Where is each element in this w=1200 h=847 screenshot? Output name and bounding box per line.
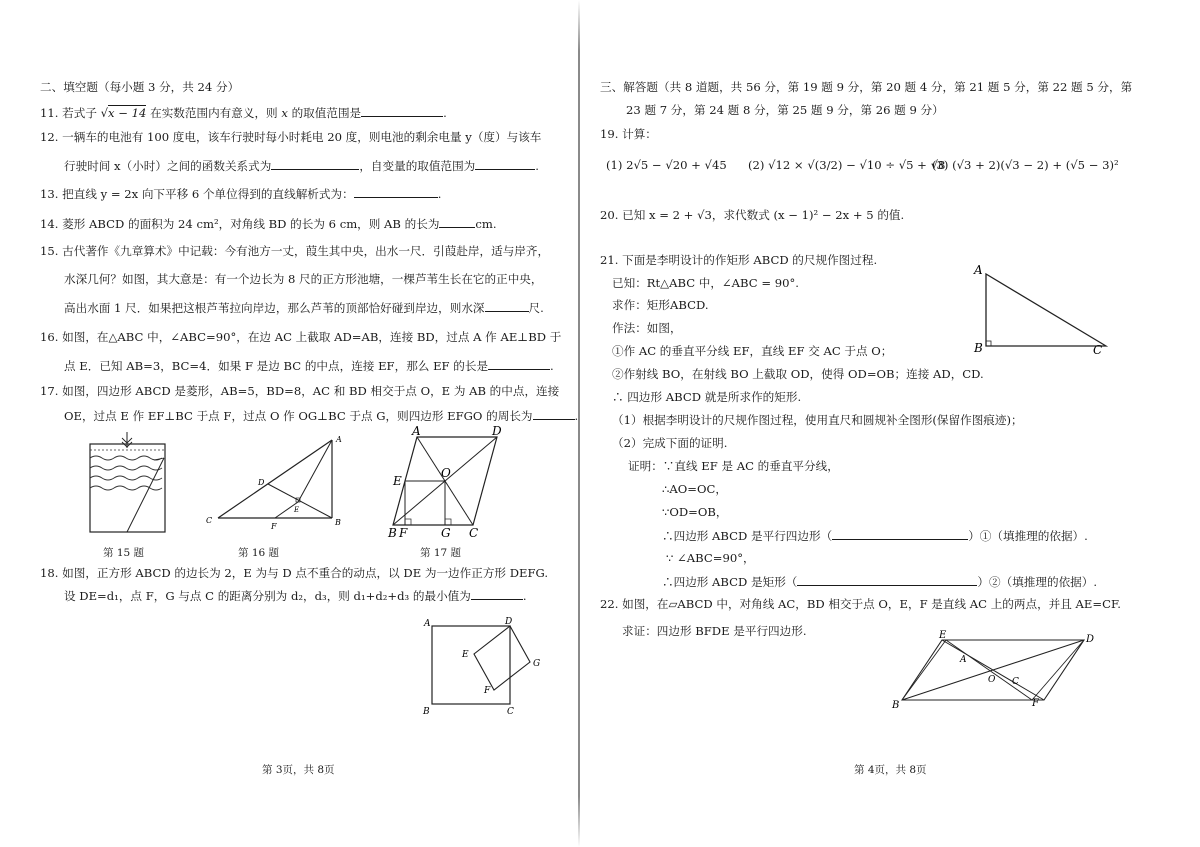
left-page <box>0 0 578 847</box>
question-13 <box>40 186 441 201</box>
right-page <box>580 0 1200 847</box>
answer-blank <box>797 574 977 586</box>
figure-17 <box>385 425 515 540</box>
figure-18 <box>418 614 548 724</box>
fig17-label-d: D <box>492 425 502 438</box>
fig18-label-a: A <box>424 619 431 629</box>
q15-unit: 尺. <box>528 301 544 315</box>
q18-end: . <box>522 589 527 603</box>
q14-text: 菱形 ABCD 的面积为 24 cm²，对角线 BD 的长为 6 cm，则 AB 的长为 <box>62 217 440 231</box>
q15-text-1: 古代著作《九章算术》中记载：今有池方一丈，葭生其中央，出水一尺．引葭赴岸，适与岸齐， <box>62 244 550 258</box>
q11-radicand: x − 14 <box>108 106 147 120</box>
q22-line-2: 求证：四边形 BFDE 是平行四边形. <box>622 624 807 638</box>
fig17-label-g: G <box>441 526 451 540</box>
q19-title: 19. 计算： <box>600 127 657 141</box>
q14-number: 14. <box>40 217 59 231</box>
q13-text: 把直线 y = 2x 向下平移 6 个单位得到的直线解析式为： <box>62 187 354 201</box>
q15-number: 15. <box>40 244 59 258</box>
fig18-label-f: F <box>484 686 491 696</box>
q14-unit: cm. <box>475 217 497 231</box>
q12-number: 12. <box>40 130 59 144</box>
question-16-line-2 <box>64 358 554 373</box>
section-title-answers-1: 三、解答题（共 8 道题，共 56 分，第 19 题 9 分，第 20 题 4 分，第 21 题 5 分，第 22 题 5 分，第 <box>600 80 1133 94</box>
figure-16 <box>200 430 350 540</box>
q15-text-3: 高出水面 1 尺．如果把这根芦苇拉向岸边，那么芦苇的顶部恰好碰到岸边，则水深 <box>64 301 485 315</box>
fig18-label-e: E <box>462 650 469 660</box>
question-18-line-1 <box>40 566 548 580</box>
answer-blank <box>354 186 438 198</box>
question-18-line-2 <box>64 588 527 603</box>
fig16-label-a: A <box>336 435 342 444</box>
q12-text-1: 一辆车的电池有 100 度电，该车行驶时每小时耗电 20 度，则电池的剩余电量 y（度）与该车 <box>62 130 542 144</box>
fig17-label-b: B <box>388 526 397 540</box>
page-footer-left: 第 3页，共 8页 <box>262 764 335 776</box>
fig18-label-d: D <box>505 617 513 627</box>
q21-proof-6a: ∴四边形 ABCD 是矩形（ <box>662 575 798 589</box>
q11-end: . <box>443 106 447 120</box>
section-title-fill-in: 二、填空题（每小题 3 分，共 24 分） <box>40 80 240 94</box>
q16-number: 16. <box>40 330 59 344</box>
figure-21 <box>968 262 1108 357</box>
q21-known: 已知：Rt△ABC 中，∠ABC = 90°. <box>612 276 799 290</box>
figure-22 <box>886 626 1106 714</box>
q22-line-1: 22. 如图，在▱ABCD 中，对角线 AC，BD 相交于点 O，E，F 是直线 AC 上的两点，并且 AE=CF. <box>600 597 1121 611</box>
fig18-label-b: B <box>423 707 430 717</box>
q13-end: . <box>437 187 442 201</box>
q21-part-1: （1）根据李明设计的尺规作图过程，使用直尺和圆规补全图形(保留作图痕迹)； <box>612 413 1023 427</box>
q16-end: . <box>550 359 554 373</box>
q19-expr-3: (3) (√3 + 2)(√3 − 2) + (√5 − 3)² <box>932 158 1119 172</box>
caption-fig16: 第 16 题 <box>238 547 280 559</box>
q12-end: . <box>535 159 539 173</box>
q11-text-a: 若式子 <box>62 106 97 120</box>
question-14 <box>40 216 497 231</box>
q12-text-2b: ，自变量的取值范围为 <box>359 159 476 173</box>
fig16-label-e: E <box>294 506 300 514</box>
q21-proof-6 <box>662 574 1097 589</box>
answer-blank <box>271 158 359 170</box>
fig21-label-c: C <box>1093 343 1103 357</box>
q19-expr-1: (1) 2√5 − √20 + √45 <box>606 158 727 172</box>
fig16-label-d: D <box>258 478 265 487</box>
q19-expr-2: (2) √12 × √(3/2) − √10 ÷ √5 + √8 <box>748 158 946 172</box>
question-15-line-3 <box>64 300 544 315</box>
question-12-line-2 <box>64 158 539 173</box>
answer-blank <box>361 105 443 117</box>
figure-15 <box>80 430 180 540</box>
fig22-label-b: B <box>892 700 900 711</box>
fig17-label-c: C <box>469 526 479 540</box>
fig17-label-o: O <box>441 466 451 480</box>
q21-proof-4 <box>662 528 1088 543</box>
answer-blank <box>832 528 968 540</box>
answer-blank <box>488 358 550 370</box>
answer-blank <box>471 588 523 600</box>
fig22-label-e: E <box>939 630 947 641</box>
q18-text-1: 如图，正方形 ABCD 的边长为 2，E 为与 D 点不重合的动点，以 DE 为一边作正方形 DEFG. <box>62 566 549 580</box>
q13-number: 13. <box>40 187 59 201</box>
q11-var: x <box>281 106 288 120</box>
caption-fig15: 第 15 题 <box>103 547 145 559</box>
fig17-label-f: F <box>399 526 408 540</box>
q17-text-2: OE，过点 E 作 EF⊥BC 于点 F，过点 O 作 OG⊥BC 于点 G，则四边形 EFGO 的周长为 <box>64 409 533 423</box>
question-16-line-1 <box>40 330 561 344</box>
q18-text-2: 设 DE=d₁，点 F，G 与点 C 的距离分别为 d₂，d₃，则 d₁+d₂+d₃ 的最小值为 <box>64 589 471 603</box>
answer-blank <box>533 408 575 420</box>
q21-proof-4a: ∴四边形 ABCD 是平行四边形（ <box>662 529 833 543</box>
page-footer-right: 第 4页，共 8页 <box>854 764 927 776</box>
q21-find: 求作：矩形ABCD. <box>612 298 709 312</box>
fig17-label-e: E <box>393 474 402 488</box>
fig22-label-d: D <box>1086 634 1095 645</box>
fig16-label-f: F <box>271 522 277 531</box>
fig18-label-g: G <box>533 659 541 669</box>
fig22-label-o: O <box>988 675 996 685</box>
fig16-label-b: B <box>335 518 341 527</box>
question-17-line-1 <box>40 384 559 398</box>
question-15-line-2: 水深几何？如图，其大意是：有一个边长为 8 尺的正方形池塘，一棵芦苇生长在它的正中央， <box>64 272 543 286</box>
q21-method: 作法：如图， <box>612 321 682 335</box>
q21-proof-2: ∴AO=OC， <box>662 482 727 496</box>
section-title-answers-2: 23 题 7 分，第 24 题 8 分，第 25 题 9 分，第 26 题 9 分） <box>626 103 944 117</box>
q16-text-1: 如图，在△ABC 中，∠ABC=90°，在边 AC 上截取 AD=AB，连接 BD，过点 A 作 AE⊥BD 于 <box>62 330 562 344</box>
question-12-line-1 <box>40 130 541 144</box>
fig21-label-b: B <box>974 341 983 355</box>
fig22-label-c: C <box>1012 677 1019 687</box>
caption-fig17: 第 17 题 <box>420 547 462 559</box>
fig16-label-c: C <box>206 516 213 525</box>
q21-proof-5: ∵ ∠ABC=90°， <box>666 551 755 565</box>
q11-number: 11. <box>40 106 59 120</box>
q18-number: 18. <box>40 566 59 580</box>
fig18-label-c: C <box>507 707 514 717</box>
fig22-label-a: A <box>960 655 967 665</box>
q17-end: . <box>574 409 579 423</box>
question-15-line-1 <box>40 244 549 258</box>
q20: 20. 已知 x = 2 + √3，求代数式 (x − 1)² − 2x + 5 的值. <box>600 208 905 222</box>
q11-text-b: 在实数范围内有意义，则 <box>150 106 278 120</box>
q21-proof-1: 证明：∵直线 EF 是 AC 的垂直平分线， <box>628 459 839 473</box>
q21-title: 21. 下面是李明设计的作矩形 ABCD 的尺规作图过程. <box>600 253 878 267</box>
q21-part-2: （2）完成下面的证明. <box>612 436 728 450</box>
fig21-label-a: A <box>974 263 983 277</box>
sqrt-sign: √ <box>100 106 109 120</box>
q12-text-2a: 行驶时间 x（小时）之间的函数关系式为 <box>64 159 272 173</box>
q21-proof-6b: ）②（填推理的依据）. <box>977 575 1098 589</box>
question-17-line-2 <box>64 408 578 423</box>
question-11 <box>40 105 447 120</box>
q21-proof-3: ∵OD=OB， <box>662 505 728 519</box>
q21-step-1: ①作 AC 的垂直平分线 EF，直线 EF 交 AC 于点 O； <box>612 344 893 358</box>
answer-blank <box>439 216 475 228</box>
fig22-label-f: F <box>1032 698 1039 709</box>
answer-blank <box>475 158 535 170</box>
q21-step-2: ②作射线 BO，在射线 BO 上截取 OD，使得 OD=OB；连接 AD，CD. <box>612 367 984 381</box>
q16-text-2: 点 E．已知 AB=3，BC=4．如果 F 是边 BC 的中点，连接 EF，那么 EF 的长是 <box>64 359 489 373</box>
q17-number: 17. <box>40 384 59 398</box>
q21-step-3: ∴ 四边形 ABCD 就是所求作的矩形. <box>612 390 802 404</box>
answer-blank <box>485 300 529 312</box>
fig17-label-a: A <box>412 425 421 438</box>
q21-proof-4b: ）①（填推理的依据）. <box>968 529 1088 543</box>
q17-text-1: 如图，四边形 ABCD 是菱形，AB=5，BD=8，AC 和 BD 相交于点 O，E 为 AB 的中点，连接 <box>62 384 560 398</box>
q11-text-c: 的取值范围是 <box>291 106 362 120</box>
